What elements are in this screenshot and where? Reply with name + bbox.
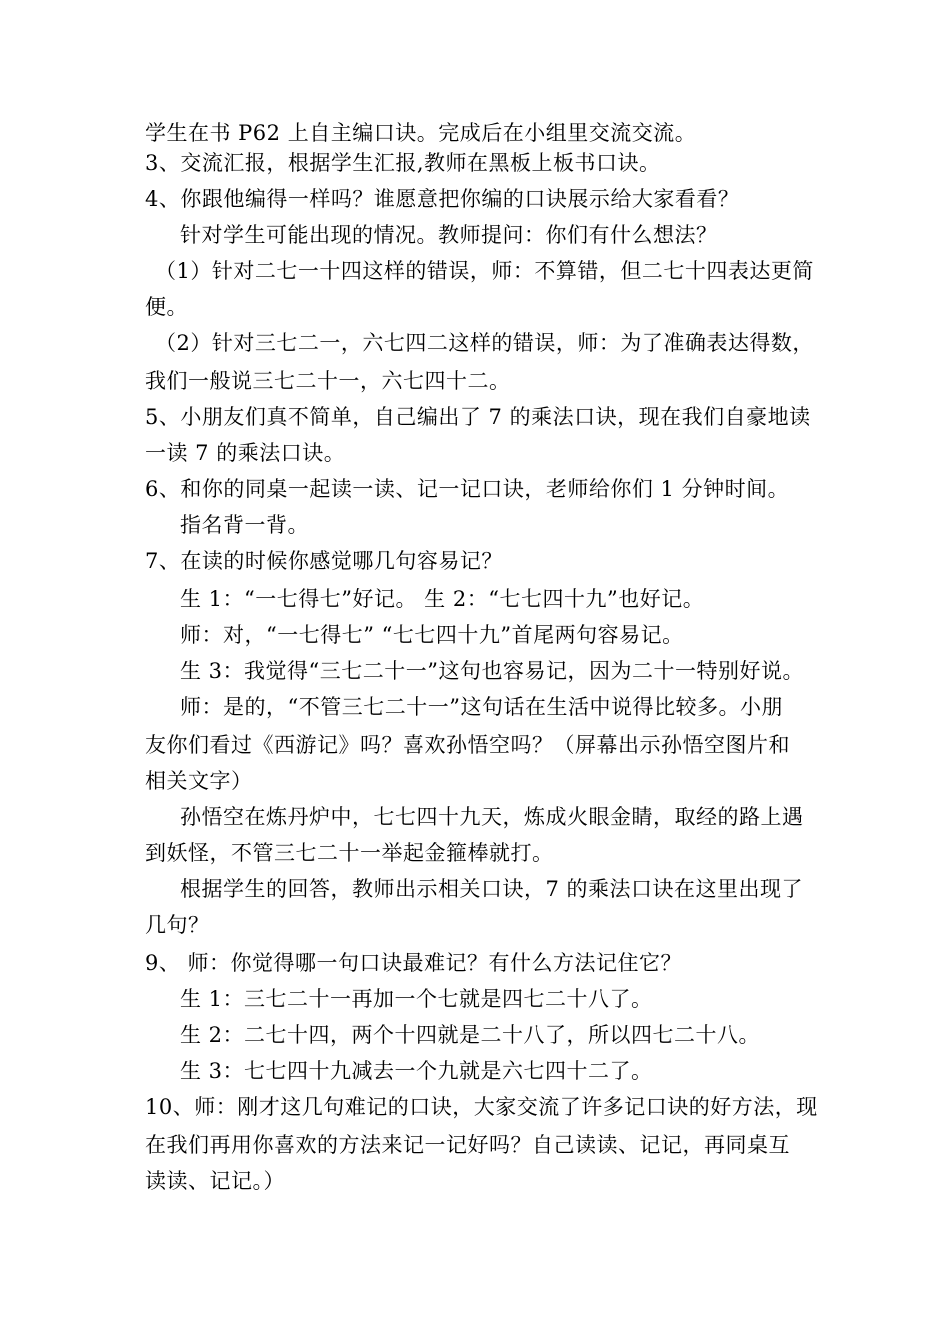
- paragraph-line: 一读 7 的乘法口诀。: [145, 441, 346, 465]
- paragraph-line: 友你们看过《西游记》吗？喜欢孙悟空吗？（屏幕出示孙悟空图片和: [145, 733, 790, 757]
- paragraph-line: （1）针对二七一十四这样的错误，师：不算错，但二七十四表达更简: [155, 259, 814, 283]
- paragraph-line: 几句？: [145, 913, 210, 937]
- paragraph-line: 生 3：七七四十九减去一个九就是六七四十二了。: [180, 1059, 653, 1083]
- paragraph-line: 生 1：“一七得七”好记。 生 2：“七七四十九”也好记。: [180, 587, 705, 611]
- paragraph-line: 生 2：二七十四，两个十四就是二十八了，所以四七二十八。: [180, 1023, 761, 1047]
- paragraph-line: 便。: [145, 295, 188, 319]
- paragraph-line: 7、在读的时候你感觉哪几句容易记？: [145, 549, 503, 573]
- paragraph-line: 师：对，“一七得七” “七七四十九”首尾两句容易记。: [180, 623, 684, 647]
- paragraph-line: 4、你跟他编得一样吗？谁愿意把你编的口诀展示给大家看看？: [145, 187, 740, 211]
- paragraph-line: （2）针对三七二一，六七四二这样的错误，师：为了准确表达得数，: [155, 331, 814, 355]
- paragraph-line: 9、 师：你觉得哪一句口诀最难记？有什么方法记住它？: [145, 951, 683, 975]
- paragraph-line: 相关文字）: [145, 769, 253, 793]
- paragraph-line: 我们一般说三七二十一，六七四十二。: [145, 369, 511, 393]
- paragraph-line: 师：是的，“不管三七二十一”这句话在生活中说得比较多。小朋: [180, 695, 783, 719]
- paragraph-line: 到妖怪，不管三七二十一举起金箍棒就打。: [145, 841, 554, 865]
- paragraph-line: 生 1：三七二十一再加一个七就是四七二十八了。: [180, 987, 653, 1011]
- paragraph-line: 读读、记记。）: [145, 1169, 285, 1193]
- paragraph-line: 学生在书 P62 上自主编口诀。完成后在小组里交流交流。: [145, 121, 697, 145]
- paragraph-line: 6、和你的同桌一起读一读、记一记口诀，老师给你们 1 分钟时间。: [145, 477, 790, 501]
- paragraph-line: 在我们再用你喜欢的方法来记一记好吗？自己读读、记记，再同桌互: [145, 1133, 790, 1157]
- paragraph-line: 指名背一背。: [180, 513, 309, 537]
- paragraph-line: 生 3：我觉得“三七二十一”这句也容易记，因为二十一特别好说。: [180, 659, 805, 683]
- paragraph-line: 10、师：刚才这几句难记的口诀，大家交流了许多记口诀的好方法，现: [145, 1095, 818, 1119]
- paragraph-line: 根据学生的回答，教师出示相关口诀，7 的乘法口诀在这里出现了: [180, 877, 804, 901]
- paragraph-line: 3、交流汇报，根据学生汇报,教师在黑板上板书口诀。: [145, 151, 661, 175]
- paragraph-line: 孙悟空在炼丹炉中，七七四十九天，炼成火眼金睛，取经的路上遇: [180, 805, 804, 829]
- paragraph-line: 5、小朋友们真不简单，自己编出了 7 的乘法口诀，现在我们自豪地读: [145, 405, 811, 429]
- paragraph-line: 针对学生可能出现的情况。教师提问：你们有什么想法？: [180, 223, 718, 247]
